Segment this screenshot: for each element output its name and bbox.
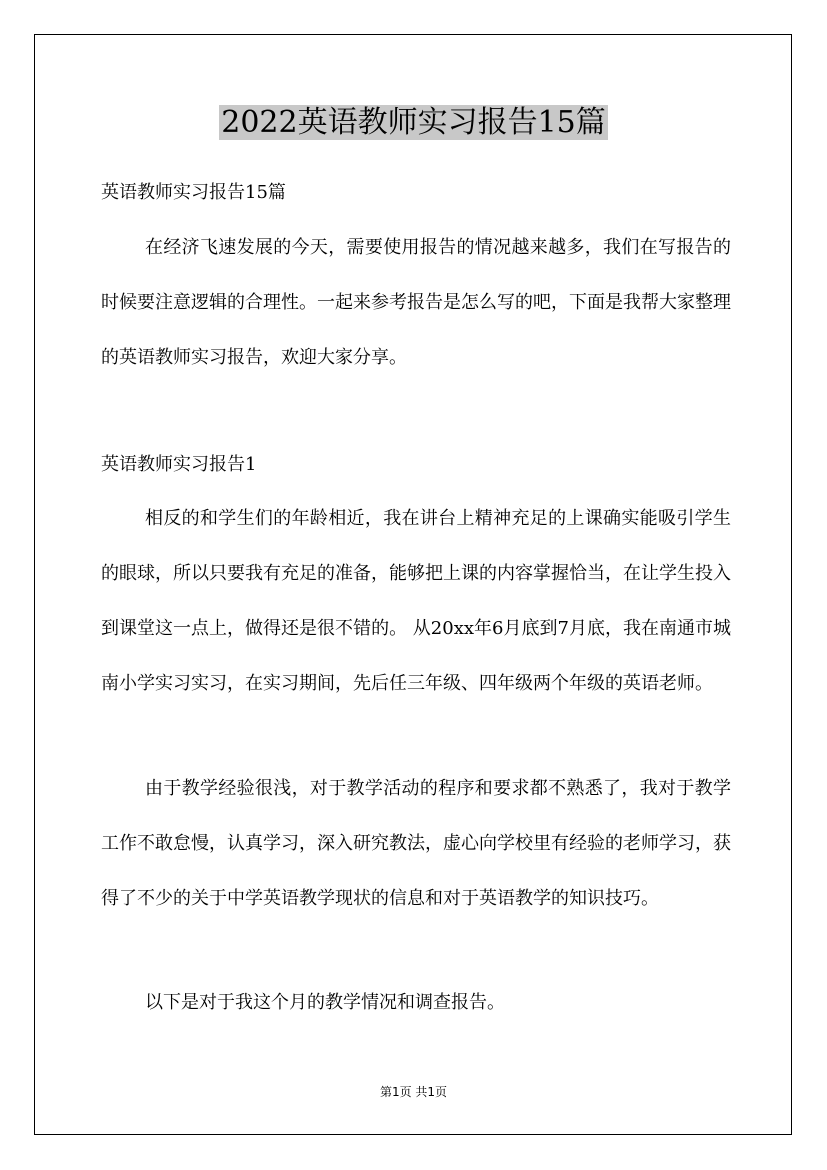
document-subtitle: 英语教师实习报告15篇 [101, 182, 286, 203]
body-paragraph: 由于教学经验很浅，对于教学活动的程序和要求都不熟悉了，我对于教学工作不敢怠慢，认真学习，深入研究教法，虚心向学校里有经验的老师学习，获得了不少的关于中学英语教学现状的信息和对于英语教学的知识技巧。 [101, 778, 731, 909]
document-title [0, 102, 827, 144]
page-footer: 第1页 共1页 [379, 1085, 448, 1099]
document-title-text: 2022英语教师实习报告15篇 [221, 105, 606, 140]
body-paragraph: 以下是对于我这个月的教学情况和调查报告。 [145, 992, 505, 1013]
section-heading: 英语教师实习报告1 [101, 454, 257, 475]
body-paragraph: 相反的和学生们的年龄相近，我在讲台上精神充足的上课确实能吸引学生的眼球，所以只要我有充足的准备，能够把上课的内容掌握恰当，在让学生投入到课堂这一点上，做得还是很不错的。 从20xx年6月底到7月底，我在南通市城南小学实习实习，在实习期间，先后任三年级、四年级两个年级的英语老师。 [101, 508, 731, 694]
intro-paragraph: 在经济飞速发展的今天，需要使用报告的情况越来越多，我们在写报告的时候要注意逻辑的合理性。一起来参考报告是怎么写的吧，下面是我帮大家整理的英语教师实习报告，欢迎大家分享。 [101, 237, 731, 368]
